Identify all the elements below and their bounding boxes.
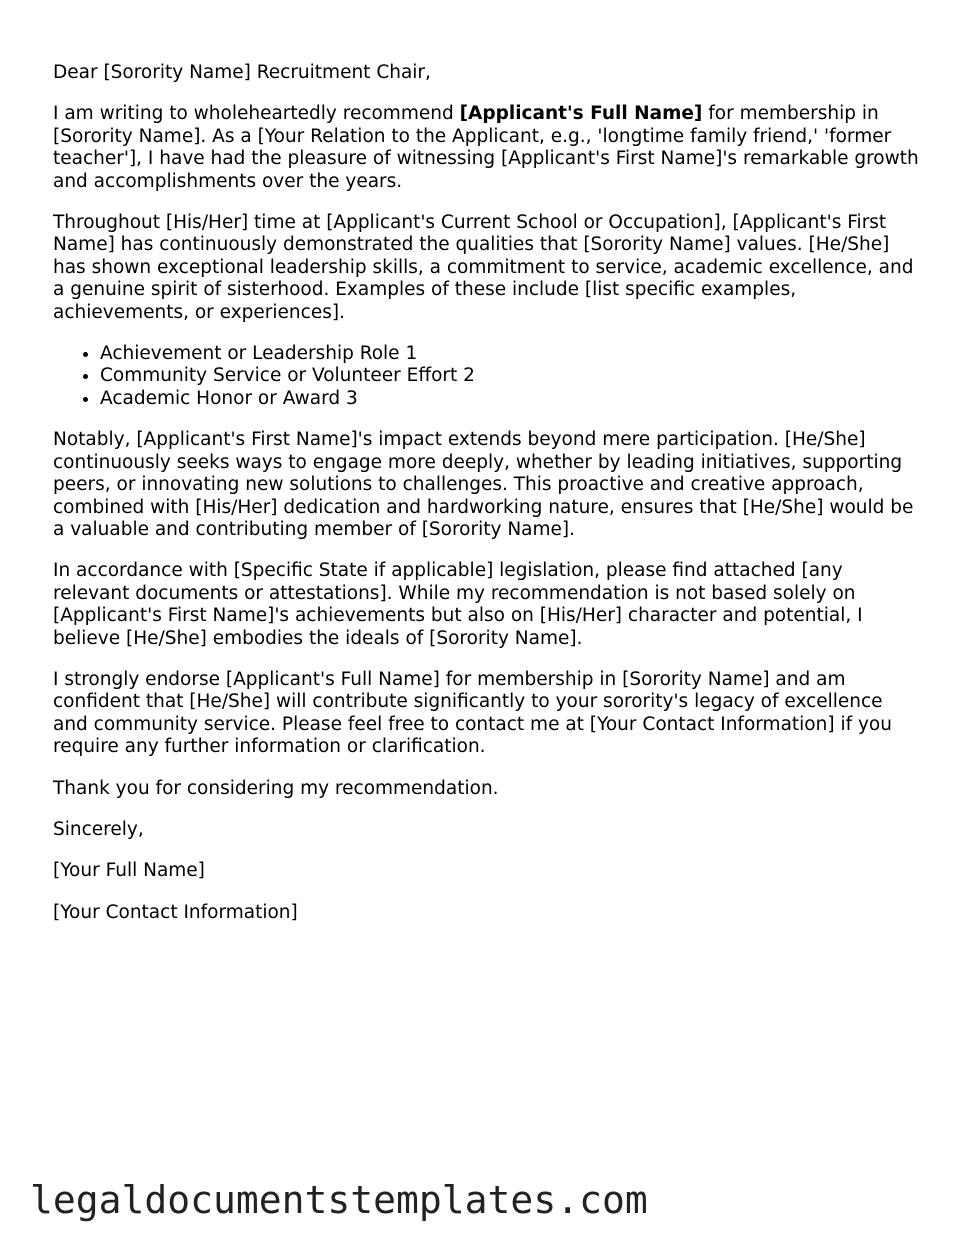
endorsement-paragraph: I strongly endorse [Applicant's Full Name] for membership in [Sorority Name] and am confident that [He/She] will contribute significantly to your sorority's legacy of excellence and community service. Please feel free to contact me at [Your Contact Information] if you require any further information or clarification. [53, 668, 892, 758]
qualities-paragraph: Throughout [His/Her] time at [Applicant's Current School or Occupation], [Applicant's First Name] has continuously demonstrated the qualities that [Sorority Name] values. [He/She] has shown exceptional leadership skills, a commitment to service, academic excellence, and a genuine spirit of sisterhood. Examples of these include [list specific examples, achievements, or experiences]. [53, 212, 914, 323]
signature-name: [Your Full Name] [53, 860, 205, 882]
applicant-full-name-bold: [Applicant's Full Name] [459, 103, 703, 125]
intro-paragraph [53, 103, 921, 193]
impact-paragraph: Notably, [Applicant's First Name]'s impact extends beyond mere participation. [He/She] continuously seeks ways to engage more deeply, whether by leading initiatives, supporting peers, or innovating new solutions to challenges. This proactive and creative approach, combined with [His/Her] dedication and hardworking nature, ensures that [He/She] would be a valuable and contributing member of [Sorority Name]. [53, 429, 914, 540]
intro-text-before: I am writing to wholeheartedly recommend [53, 103, 460, 125]
salutation: Dear [Sorority Name] Recruitment Chair, [53, 62, 431, 83]
thanks-line: Thank you for considering my recommendation. [53, 777, 499, 799]
examples-list [53, 343, 921, 410]
letter-body [53, 62, 921, 943]
signature-contact: [Your Contact Information] [53, 901, 298, 923]
intro-text-after: for membership in [Sorority Name]. As a [Your Relation to the Applicant, e.g., 'longtime family friend,' 'former teacher'], I have had the pleasure of witnessing [Applicant's First Name]'s remarkable growth and accomplishments over the years. [53, 103, 919, 192]
list-item: • Achievement or Leadership Role 1 [100, 343, 921, 365]
watermark: legaldocumentstemplates.com [30, 1178, 648, 1222]
list-item: • Academic Honor or Award 3 [100, 388, 921, 410]
closing-line: Sincerely, [53, 818, 144, 840]
legislation-paragraph: In accordance with [Specific State if applicable] legislation, please find attached [any relevant documents or attestations]. While my recommendation is not based solely on [Applicant's First Name]'s achievements but also on [His/Her] character and potential, I believe [He/She] embodies the ideals of [Sorority Name]. [53, 560, 863, 649]
list-item: • Community Service or Volunteer Effort 2 [100, 365, 921, 387]
